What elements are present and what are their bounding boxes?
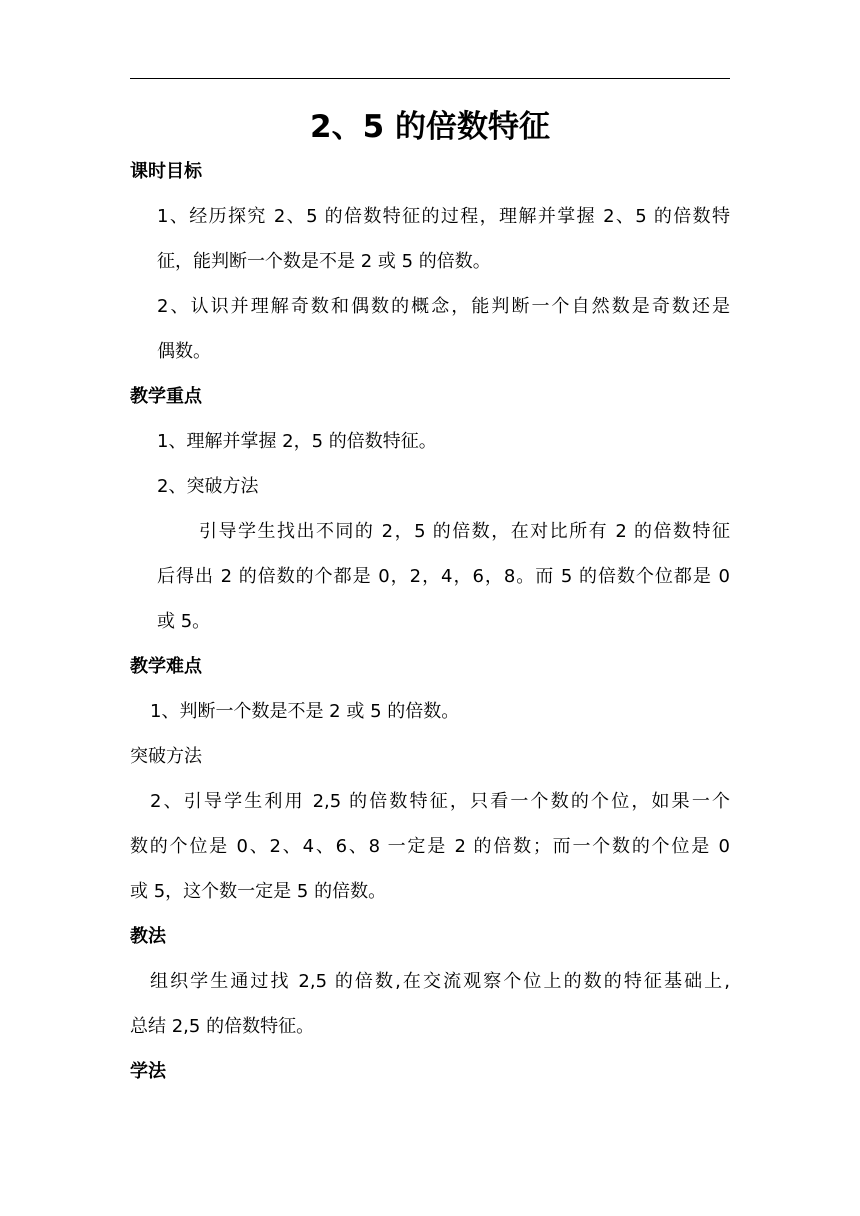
paragraph-line: 1、经历探究 2、5 的倍数特征的过程，理解并掌握 2、5 的倍数特 bbox=[157, 206, 730, 227]
paragraph-line: 总结 2,5 的倍数特征。 bbox=[130, 1016, 315, 1037]
paragraph-line: 2、引导学生利用 2,5 的倍数特征，只看一个数的个位，如果一个 bbox=[150, 791, 730, 812]
paragraph-line: 偶数。 bbox=[157, 341, 211, 362]
paragraph-line: 引导学生找出不同的 2，5 的倍数，在对比所有 2 的倍数特征 bbox=[199, 521, 730, 542]
paragraph-line: 突破方法 bbox=[130, 746, 202, 767]
section-heading-difficulties: 教学难点 bbox=[130, 656, 202, 677]
paragraph-line: 征，能判断一个数是不是 2 或 5 的倍数。 bbox=[157, 251, 491, 272]
paragraph-line: 组织学生通过找 2,5 的倍数,在交流观察个位上的数的特征基础上, bbox=[150, 971, 730, 992]
header-rule bbox=[130, 78, 730, 79]
section-heading-teaching-method: 教法 bbox=[130, 926, 166, 947]
paragraph-line: 后得出 2 的倍数的个都是 0，2，4，6，8。而 5 的倍数个位都是 0 bbox=[157, 566, 730, 587]
paragraph-line: 1、理解并掌握 2，5 的倍数特征。 bbox=[157, 431, 437, 452]
paragraph-line: 数的个位是 0、2、4、6、8 一定是 2 的倍数；而一个数的个位是 0 bbox=[130, 836, 730, 857]
paragraph-line: 1、判断一个数是不是 2 或 5 的倍数。 bbox=[150, 701, 460, 722]
section-heading-key-points: 教学重点 bbox=[130, 386, 202, 407]
section-heading-learning-method: 学法 bbox=[130, 1061, 166, 1082]
document-title: 2、5 的倍数特征 bbox=[310, 109, 550, 145]
paragraph-line: 2、突破方法 bbox=[157, 476, 259, 497]
paragraph-line: 2、认识并理解奇数和偶数的概念，能判断一个自然数是奇数还是 bbox=[157, 296, 730, 317]
paragraph-line: 或 5。 bbox=[157, 611, 211, 632]
paragraph-line: 或 5，这个数一定是 5 的倍数。 bbox=[130, 881, 387, 902]
section-heading-objectives: 课时目标 bbox=[130, 161, 202, 182]
